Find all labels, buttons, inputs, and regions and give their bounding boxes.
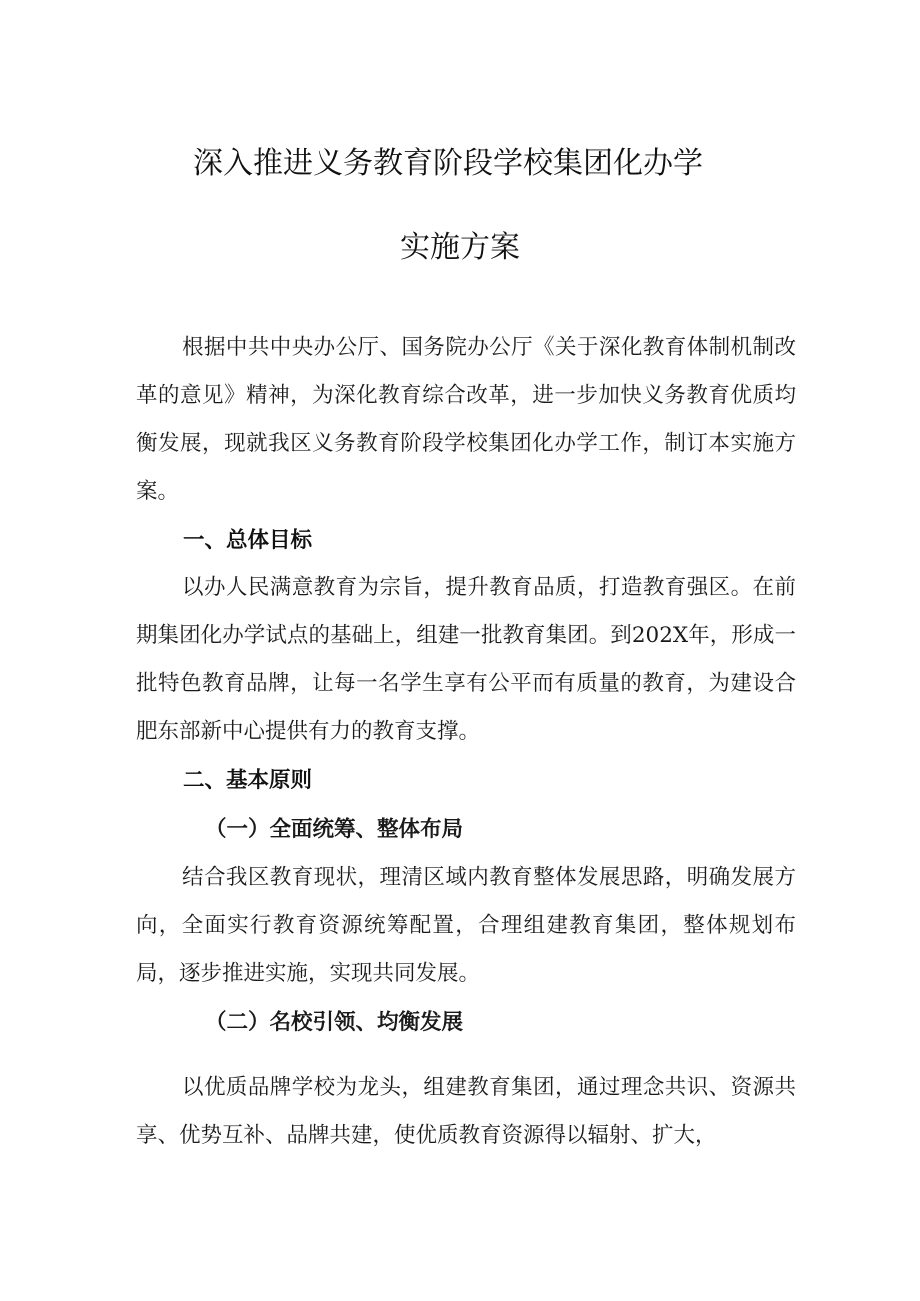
document-title-line-2: 实施方案	[400, 230, 520, 265]
intro-paragraph: 根据中共中央办公厅、国务院办公厅《关于深化教育体制机制改革的意见》精神，为深化教育综合改革，进一步加快义务教育优质均衡发展，现就我区义务教育阶段学校集团化办学工作，制订本实施方案。	[136, 335, 796, 504]
section-heading-basic-principles: 二、基本原则	[183, 768, 313, 793]
overall-planning-paragraph: 结合我区教育现状，理清区域内教育整体发展思路，明确发展方向，全面实行教育资源统筹配置，合理组建教育集团，整体规划布局，逐步推进实施，实现共同发展。	[136, 865, 796, 986]
document-title-line-1: 深入推进义务教育阶段学校集团化办学	[193, 146, 703, 181]
section-heading-general-goals: 一、总体目标	[183, 528, 313, 553]
subheading-overall-planning: （一）全面统筹、整体布局	[205, 817, 464, 842]
leading-schools-paragraph: 以优质品牌学校为龙头，组建教育集团，通过理念共识、资源共享、优势互补、品牌共建，使优质教育资源得以辐射、扩大，	[136, 1075, 796, 1148]
subheading-leading-schools: （二）名校引领、均衡发展	[205, 1010, 464, 1035]
general-goals-paragraph: 以办人民满意教育为宗旨，提升教育品质，打造教育强区。在前期集团化办学试点的基础上，组建一批教育集团。到202X年，形成一批特色教育品牌，让每一名学生享有公平而有质量的教育，为建设合肥东部新中心提供有力的教育支撑。	[136, 575, 796, 744]
